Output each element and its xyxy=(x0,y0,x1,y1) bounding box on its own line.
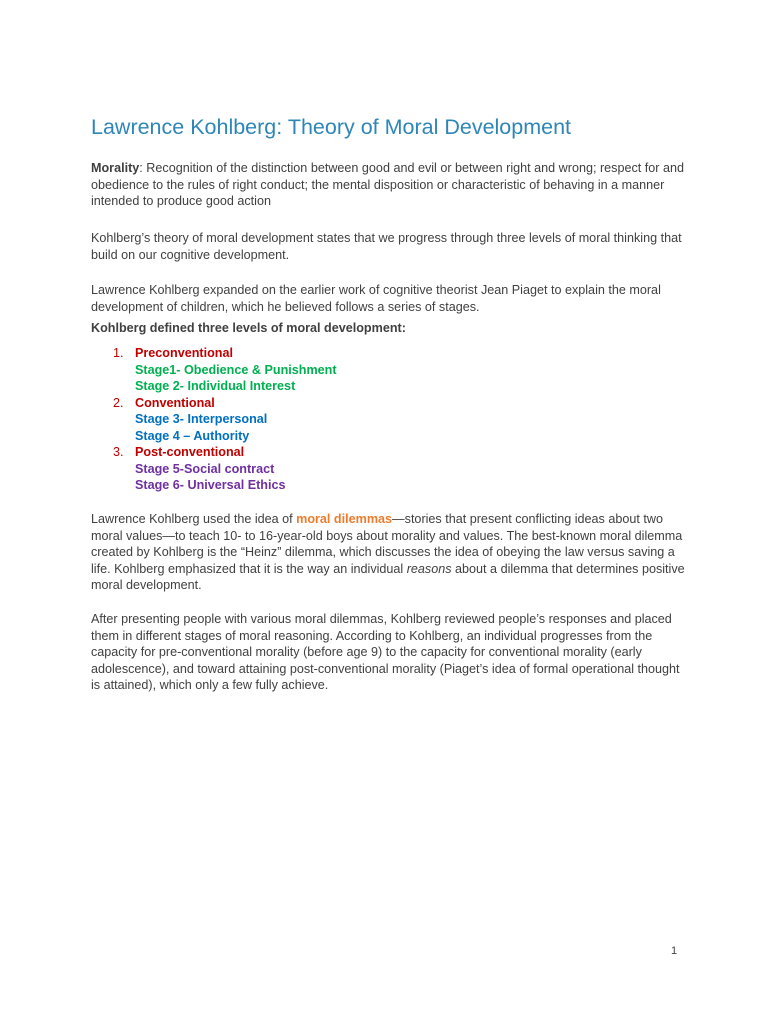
dilemma-text: about a dilemma that determines positive moral development. xyxy=(91,561,685,593)
level-number: 1. xyxy=(113,346,124,360)
theory-paragraph: Kohlberg’s theory of moral development states that we progress through three levels of moral thinking that build on our cognitive development. xyxy=(91,231,682,262)
list-item xyxy=(91,444,337,494)
list-item xyxy=(91,345,337,395)
piaget-paragraph: Lawrence Kohlberg expanded on the earlier work of cognitive theorist Jean Piaget to explain the moral development of children, which he believed follows a series of stages. xyxy=(91,283,661,314)
page-number: 1 xyxy=(671,945,678,957)
stage-label: Stage 2- Individual Interest xyxy=(135,379,296,393)
stage-label: Stage 4 – Authority xyxy=(135,428,250,443)
list-item xyxy=(91,395,337,445)
definition-term: Morality xyxy=(91,161,140,175)
stage-label: Stage 3- Interpersonal xyxy=(135,412,268,426)
level-number: 2. xyxy=(113,395,124,410)
level-name: Preconventional xyxy=(135,346,233,360)
dilemma-paragraph xyxy=(91,511,691,594)
reasons-emphasis: reasons xyxy=(406,561,452,576)
level-name: Conventional xyxy=(135,395,215,410)
stage-label: Stage 5-Social contract xyxy=(135,461,275,476)
morality-definition xyxy=(91,160,691,210)
moral-dilemmas-highlight: moral dilemmas xyxy=(296,512,393,526)
stage-label: Stage1- Obedience & Punishment xyxy=(135,362,337,377)
results-paragraph: After presenting people with various moral dilemmas, Kohlberg reviewed people’s responses and placed them in different stages of moral reasoning. According to Kohlberg, an individual progresses from the capacity for pre-conventional morality (before age 9) to the capacity for conventional morality (early adolescence), and toward attaining post-conventional morality (Piaget’s idea of formal operational thought is attained), which only a few fully achieve. xyxy=(91,612,680,693)
levels-heading: Kohlberg defined three levels of moral development: xyxy=(91,321,406,335)
level-number: 3. xyxy=(113,445,124,459)
stage-label: Stage 6- Universal Ethics xyxy=(135,478,286,492)
dilemma-text: Lawrence Kohlberg used the idea of xyxy=(91,512,297,526)
dilemma-text: —stories that present conflicting ideas about two moral values—to teach 10- to 16-year-old boys about morality and values. The best-known moral dilemma created by Kohlberg is the “Heinz” dilemma, which discusses the idea of obeying the law versus saving a life. Kohlberg emphasized that it is the way an individual xyxy=(91,512,683,576)
page-title: Lawrence Kohlberg: Theory of Moral Development xyxy=(91,115,572,139)
level-name: Post-conventional xyxy=(135,445,245,459)
definition-text: : Recognition of the distinction between good and evil or between right and wrong; respect for and obedience to the rules of right conduct; the mental disposition or characteristic of behaving in a manner intended to produce good action xyxy=(91,161,684,209)
levels-list xyxy=(91,345,337,494)
